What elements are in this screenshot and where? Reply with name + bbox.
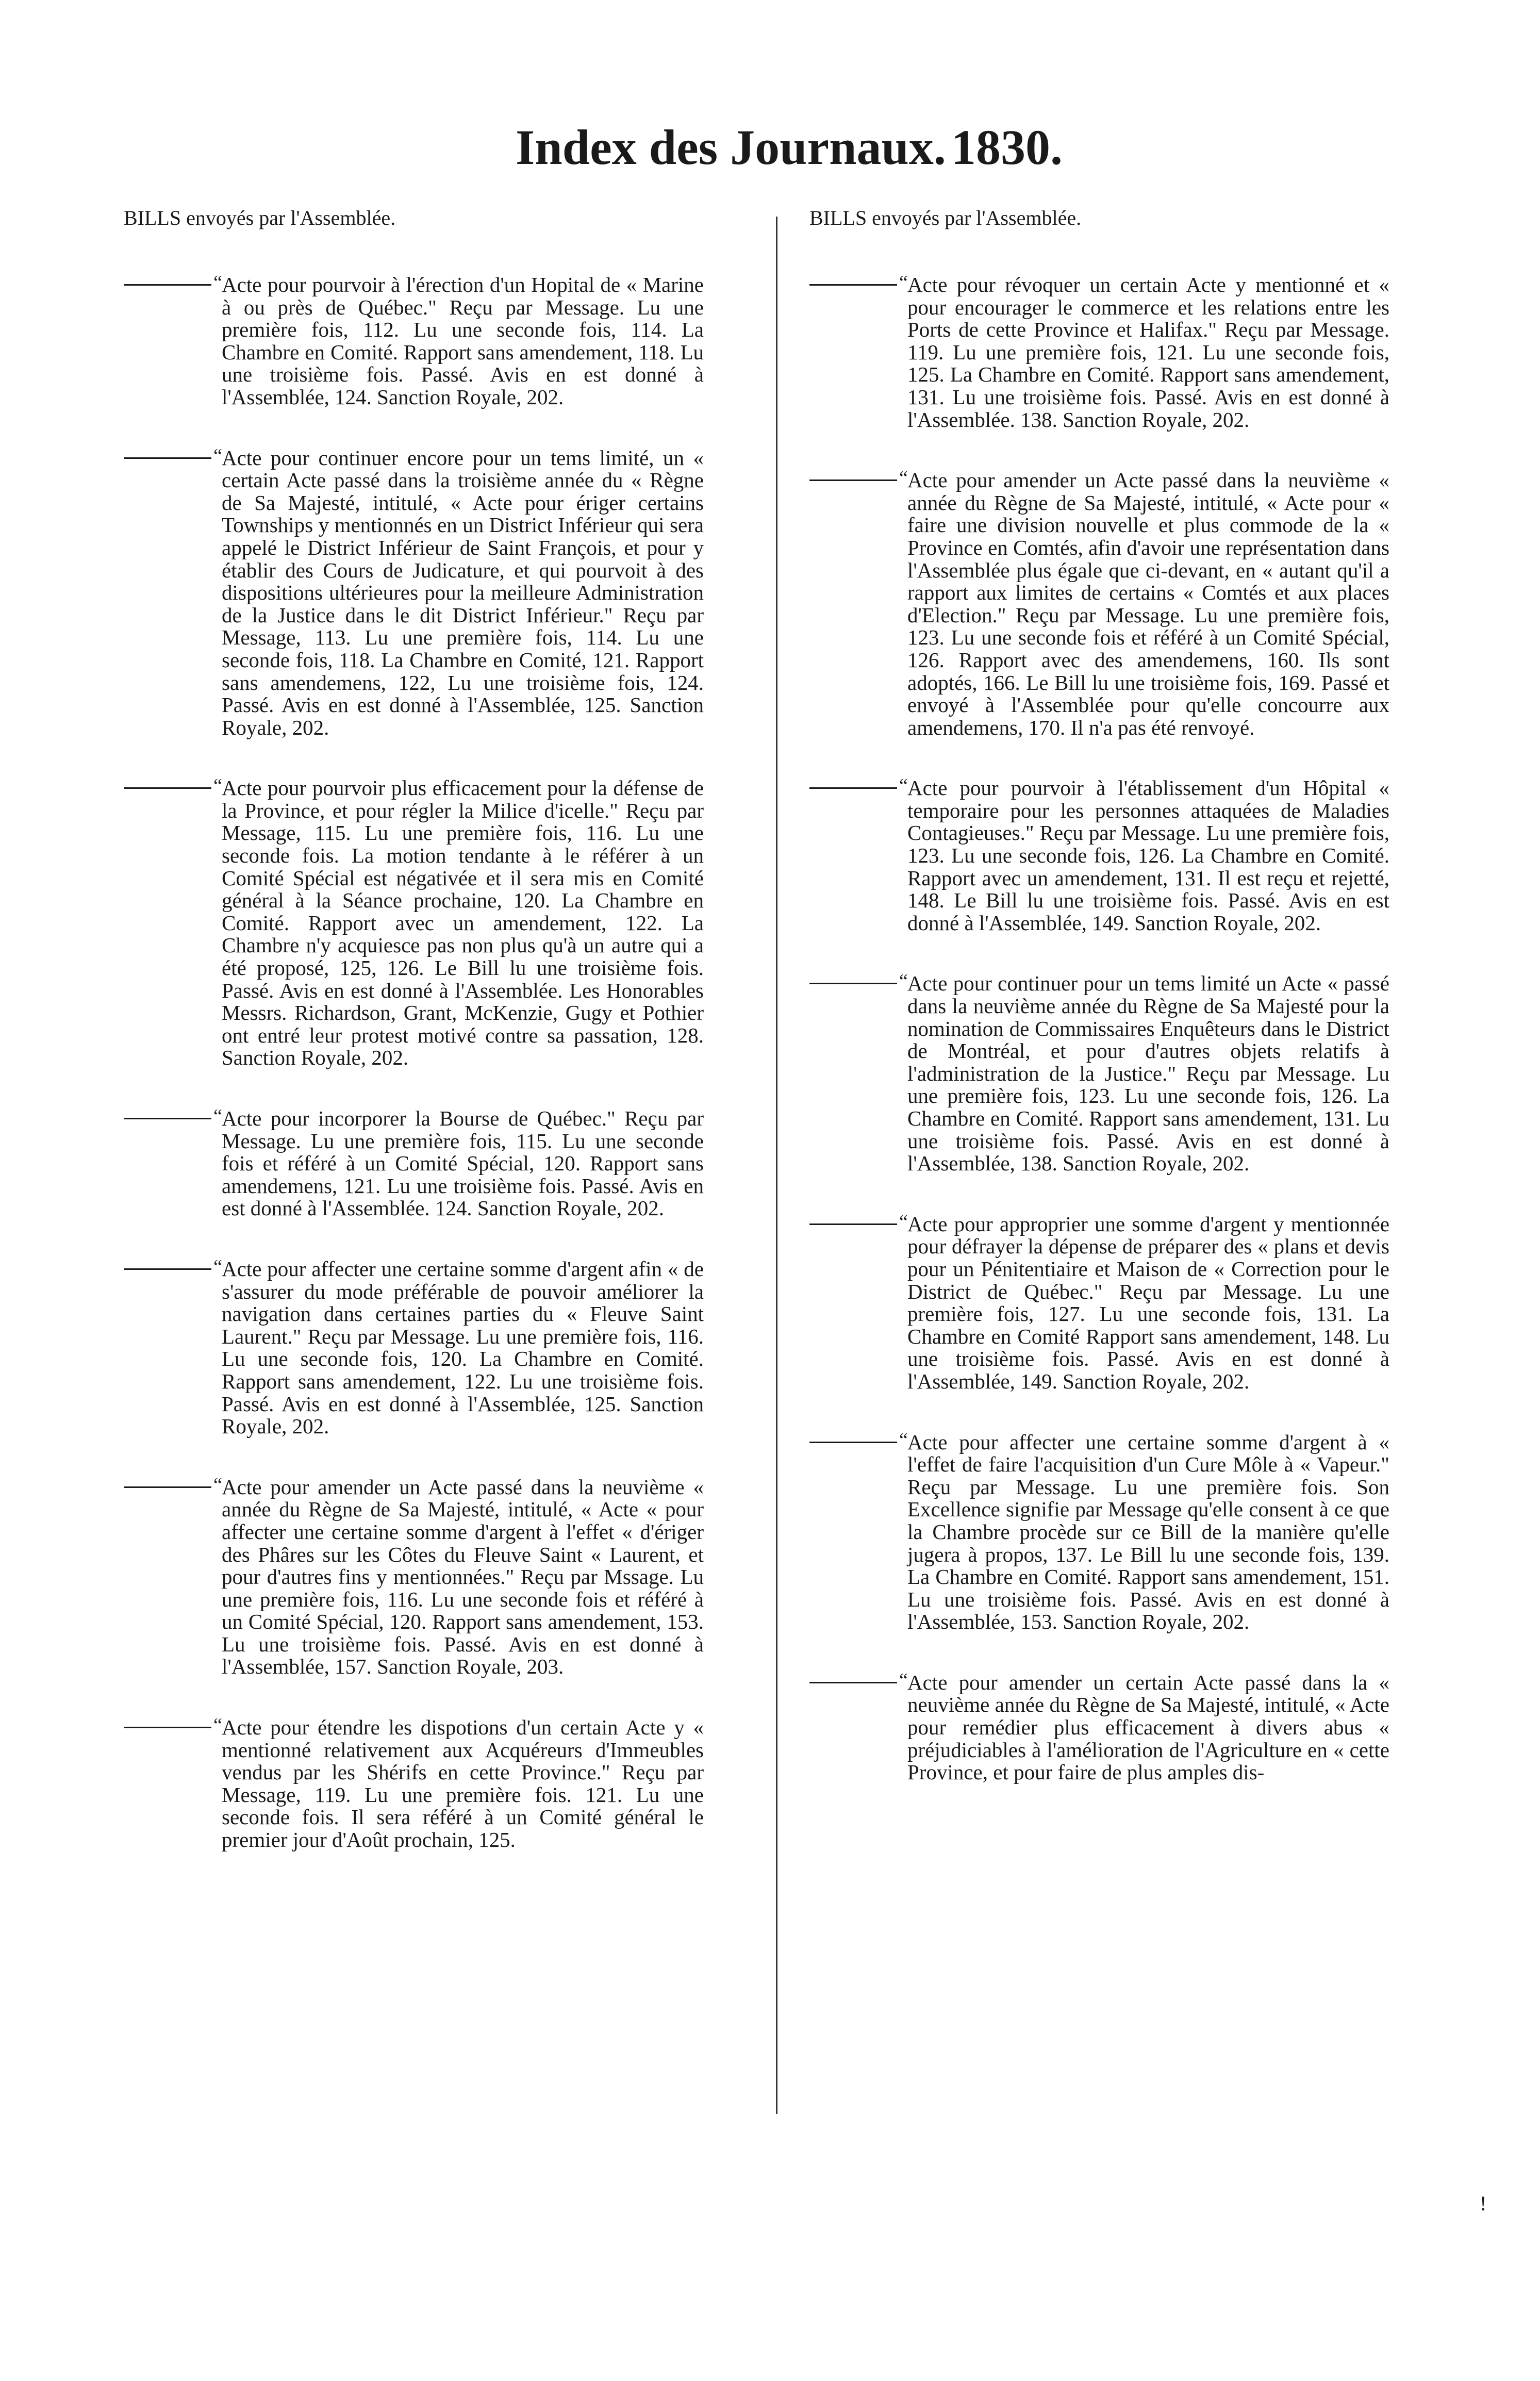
bill-entry (809, 1431, 1389, 1633)
bill-entry-text: Acte pour amender un certain Acte passé dans la « neuvième année du Règne de Sa Majesté, intitulé, « Acte pour remédier plus efficacement à divers abus « préjudiciables à l'amélioration de l'Agriculture en « cette Province, et pour faire de plus amples dis- (907, 1670, 1389, 1784)
page-year: 1830. (951, 120, 1063, 175)
bill-entry (124, 777, 704, 1069)
left-entries (124, 274, 704, 1851)
opening-quote-mark: “ (899, 467, 908, 489)
opening-quote-mark: “ (899, 272, 908, 293)
bill-entry-text: Acte pour étendre les dispotions d'un certain Acte y « mentionné relativement aux Acquéreurs d'Immeubles vendus par les Shérifs en cette Province." Reçu par Message, 119. Lu une première fois. 121. Lu une seconde fois. Il sera référé à un Comité général le premier jour d'Août prochain, 125. (222, 1715, 704, 1852)
opening-quote-mark: “ (213, 1105, 222, 1127)
opening-quote-mark: “ (213, 1474, 222, 1496)
bill-entry-text: Acte pour amender un Acte passé dans la neuvième « année du Règne de Sa Majesté, intitulé, « Acte « pour affecter une certaine somme d'argent à l'effet « d'ériger des Phâres sur les Côtes du Fleuve Saint « Laurent, et pour d'autres fins y mentionnées." Reçu par Mssage. Lu une première fois, 116. Lu une seconde fois et référé à un Comité Spécial, 120. Rapport sans amendement, 153. Lu une troisième fois. Passé. Avis en est donné à l'Assemblée, 157. Sanction Royale, 203. (222, 1475, 704, 1679)
entry-dash-rule (124, 1727, 211, 1728)
entry-dash-rule (809, 1223, 897, 1225)
right-column-title: BILLS envoyés par l'Assemblée. (809, 206, 1082, 229)
entry-dash-rule (809, 787, 897, 789)
entry-dash-rule (124, 284, 211, 286)
bill-entry (124, 1716, 704, 1851)
opening-quote-mark: “ (899, 1211, 908, 1233)
bill-entry-text: Acte pour pourvoir plus efficacement pour la défense de la Province, et pour régler la Milice d'icelle." Reçu par Message, 115. Lu une première fois, 116. Lu une seconde fois. La motion tendante à le référer à un Comité Spécial est négativée et il sera mis en Comité général à la Séance prochaine, 120. La Chambre en Comité. Rapport avec un amendement, 122. La Chambre n'y acquiesce pas non plus qu'à un autre qui a été proposé, 125, 126. Le Bill lu une troisième fois. Passé. Avis en est donné à l'Assemblée. Les Honorables Messrs. Richardson, Grant, McKenzie, Gugy et Pothier ont entré leur protest motivé contre sa passation, 128. Sanction Royale, 202. (222, 776, 704, 1070)
entry-dash-rule (809, 1682, 897, 1683)
right-column (809, 206, 1389, 1822)
page-header (516, 119, 1186, 176)
entry-dash-rule (124, 1118, 211, 1119)
entry-dash-rule (124, 1268, 211, 1270)
bill-entry-text: Acte pour continuer pour un tems limité un Acte « passé dans la neuvième année du Règne de Sa Majesté pour la nomination de Commissaires Enquêteurs dans le District de Montréal, et pour d'autres objets relatifs à l'administration de la Justice." Reçu par Message. Lu une première fois, 123. Lu une seconde fois, 126. La Chambre en Comité. Rapport sans amendement, 131. Lu une troisième fois. Passé. Avis en est donné à l'Assemblée, 138. Sanction Royale, 202. (907, 971, 1389, 1176)
entry-dash-rule (809, 284, 897, 286)
bill-entry (124, 274, 704, 409)
left-column-title: BILLS envoyés par l'Assemblée. (124, 206, 396, 229)
bill-entry-text: Acte pour révoquer un certain Acte y mentionné et « pour encourager le commerce et les relations entre les Ports de cette Province et Halifax." Reçu par Message. 119. Lu une première fois, 121. Lu une seconde fois, 125. La Chambre en Comité. Rapport sans amendement, 131. Lu une troisième fois. Passé. Avis en est donné à l'Assemblée. 138. Sanction Royale, 202. (907, 273, 1389, 432)
left-column (124, 206, 704, 1890)
bill-entry (124, 444, 704, 739)
bill-entry-text: Acte pour incorporer la Bourse de Québec." Reçu par Message. Lu une première fois, 115. Lu une seconde fois et référé à un Comité Spécial, 120. Rapport sans amendemens, 121. Lu une troisième fois. Passé. Avis en est donné à l'Assemblée. 124. Sanction Royale, 202. (222, 1106, 704, 1220)
opening-quote-mark: “ (213, 1714, 222, 1737)
entry-dash-rule (124, 1486, 211, 1488)
bill-entry (809, 1669, 1389, 1784)
corner-mark: ! (1480, 2192, 1487, 2215)
opening-quote-mark: “ (213, 1255, 222, 1278)
opening-quote-mark: “ (899, 1429, 908, 1451)
entry-dash-rule (124, 457, 211, 459)
entry-dash-rule (809, 1442, 897, 1443)
bill-entry (809, 1213, 1389, 1393)
opening-quote-mark: “ (213, 775, 222, 797)
bill-entry-text: Acte pour pourvoir à l'érection d'un Hopital de « Marine à ou près de Québec." Reçu par Message. Lu une première fois, 112. Lu une seconde fois, 114. La Chambre en Comité. Rapport sans amendement, 118. Lu une troisième fois. Passé. Avis en est donné à l'Assemblée, 124. Sanction Royale, 202. (222, 273, 704, 409)
opening-quote-mark: “ (213, 444, 222, 467)
bill-entry-text: Acte pour approprier une somme d'argent y mentionnée pour défrayer la dépense de préparer des « plans et devis pour un Pénitentiaire et Maison de « Correction pour le District de Québec." Reçu par Message. Lu une première fois, 127. Lu une seconde fois, 131. La Chambre en Comité Rapport sans amendement, 148. Lu une troisième fois. Passé. Avis en est donné à l'Assemblée, 149. Sanction Royale, 202. (907, 1212, 1389, 1393)
opening-quote-mark: “ (213, 272, 222, 293)
bill-entry (124, 1255, 704, 1438)
bill-entry (809, 274, 1389, 431)
bill-entry (809, 972, 1389, 1175)
bill-entry-text: Acte pour affecter une certaine somme d'argent à « l'effet de faire l'acquisition d'un Cure Môle à « Vapeur." Reçu par Message. Lu une première fois. Son Excellence signifie par Message qu'elle consent à ce que la Chambre procède sur ce Bill de la manière qu'elle jugera à propos, 137. Le Bill lu une seconde fois, 139. La Chambre en Comité. Rapport sans amendement, 151. Lu une troisième fois. Passé. Avis en est donné à l'Assemblée, 153. Sanction Royale, 202. (907, 1430, 1389, 1634)
bill-entry-text: Acte pour pourvoir à l'établissement d'un Hôpital « temporaire pour les personnes attaquées de Maladies Contagieuses." Reçu par Message. Lu une première fois, 123. Lu une seconde fois, 126. La Chambre en Comité. Rapport avec un amendement, 131. Il est reçu et rejetté, 148. Le Bill lu une troisième fois. Passé. Avis en est donné à l'Assemblée, 149. Sanction Royale, 202. (907, 776, 1389, 935)
bill-entry-text: Acte pour affecter une certaine somme d'argent afin « de s'assurer du mode préférable de pouvoir améliorer la navigation dans certaines parties du « Fleuve Saint Laurent." Reçu par Message. Lu une première fois, 116. Lu une seconde fois, 120. La Chambre en Comité. Rapport sans amendement, 122. Lu une troisième fois. Passé. Avis en est donné à l'Assemblée, 125. Sanction Royale, 202. (222, 1256, 704, 1438)
page-title: Index des Journaux. (516, 120, 946, 175)
bill-entry (124, 1107, 704, 1220)
entry-dash-rule (124, 787, 211, 789)
entry-dash-rule (809, 479, 897, 481)
bill-entry-text: Acte pour continuer encore pour un tems limité, un « certain Acte passé dans la troisième année du « Règne de Sa Majesté, intitulé, « Acte pour ériger certains Townships y mentionnés en un District Inférieur qui sera appelé le District Inférieur de Saint François, et pour y établir des Cours de Judicature, et qui pourvoit à des dispositions ultérieures pour la meilleure Administration de la Justice dans le dit District Inférieur." Reçu par Message, 113. Lu une première fois, 114. Lu une seconde fois, 118. La Chambre en Comité, 121. Rapport sans amendemens, 122, Lu une troisième fois, 124. Passé. Avis en est donné à l'Assemblée, 125. Sanction Royale, 202. (222, 445, 704, 739)
opening-quote-mark: “ (899, 775, 908, 797)
opening-quote-mark: “ (899, 1669, 908, 1691)
bill-entry-text: Acte pour amender un Acte passé dans la neuvième « année du Règne de Sa Majesté, intitulé, « Acte pour « faire une division nouvelle et plus commode de la « Province en Comtés, afin d'avoir une représentation dans l'Assemblée plus égale que ci-devant, en « autant qu'il a rapport aux limites de certains « Comtés et aux places d'Election." Reçu par Message. Lu une première fois, 123. Lu une seconde fois et référé à un Comité Spécial, 126. Rapport avec des amendemens, 160. Ils sont adoptés, 166. Le Bill lu une troisième fois, 169. Passé et envoyé à l'Assemblée pour qu'elle concourre aux amendemens, 170. Il n'a pas été renvoyé. (907, 468, 1389, 739)
bill-entry (809, 469, 1389, 739)
bill-entry (124, 1476, 704, 1678)
right-entries (809, 274, 1389, 1784)
entry-dash-rule (809, 983, 897, 984)
opening-quote-mark: “ (899, 970, 908, 993)
bill-entry (809, 777, 1389, 934)
column-divider (776, 217, 777, 2114)
